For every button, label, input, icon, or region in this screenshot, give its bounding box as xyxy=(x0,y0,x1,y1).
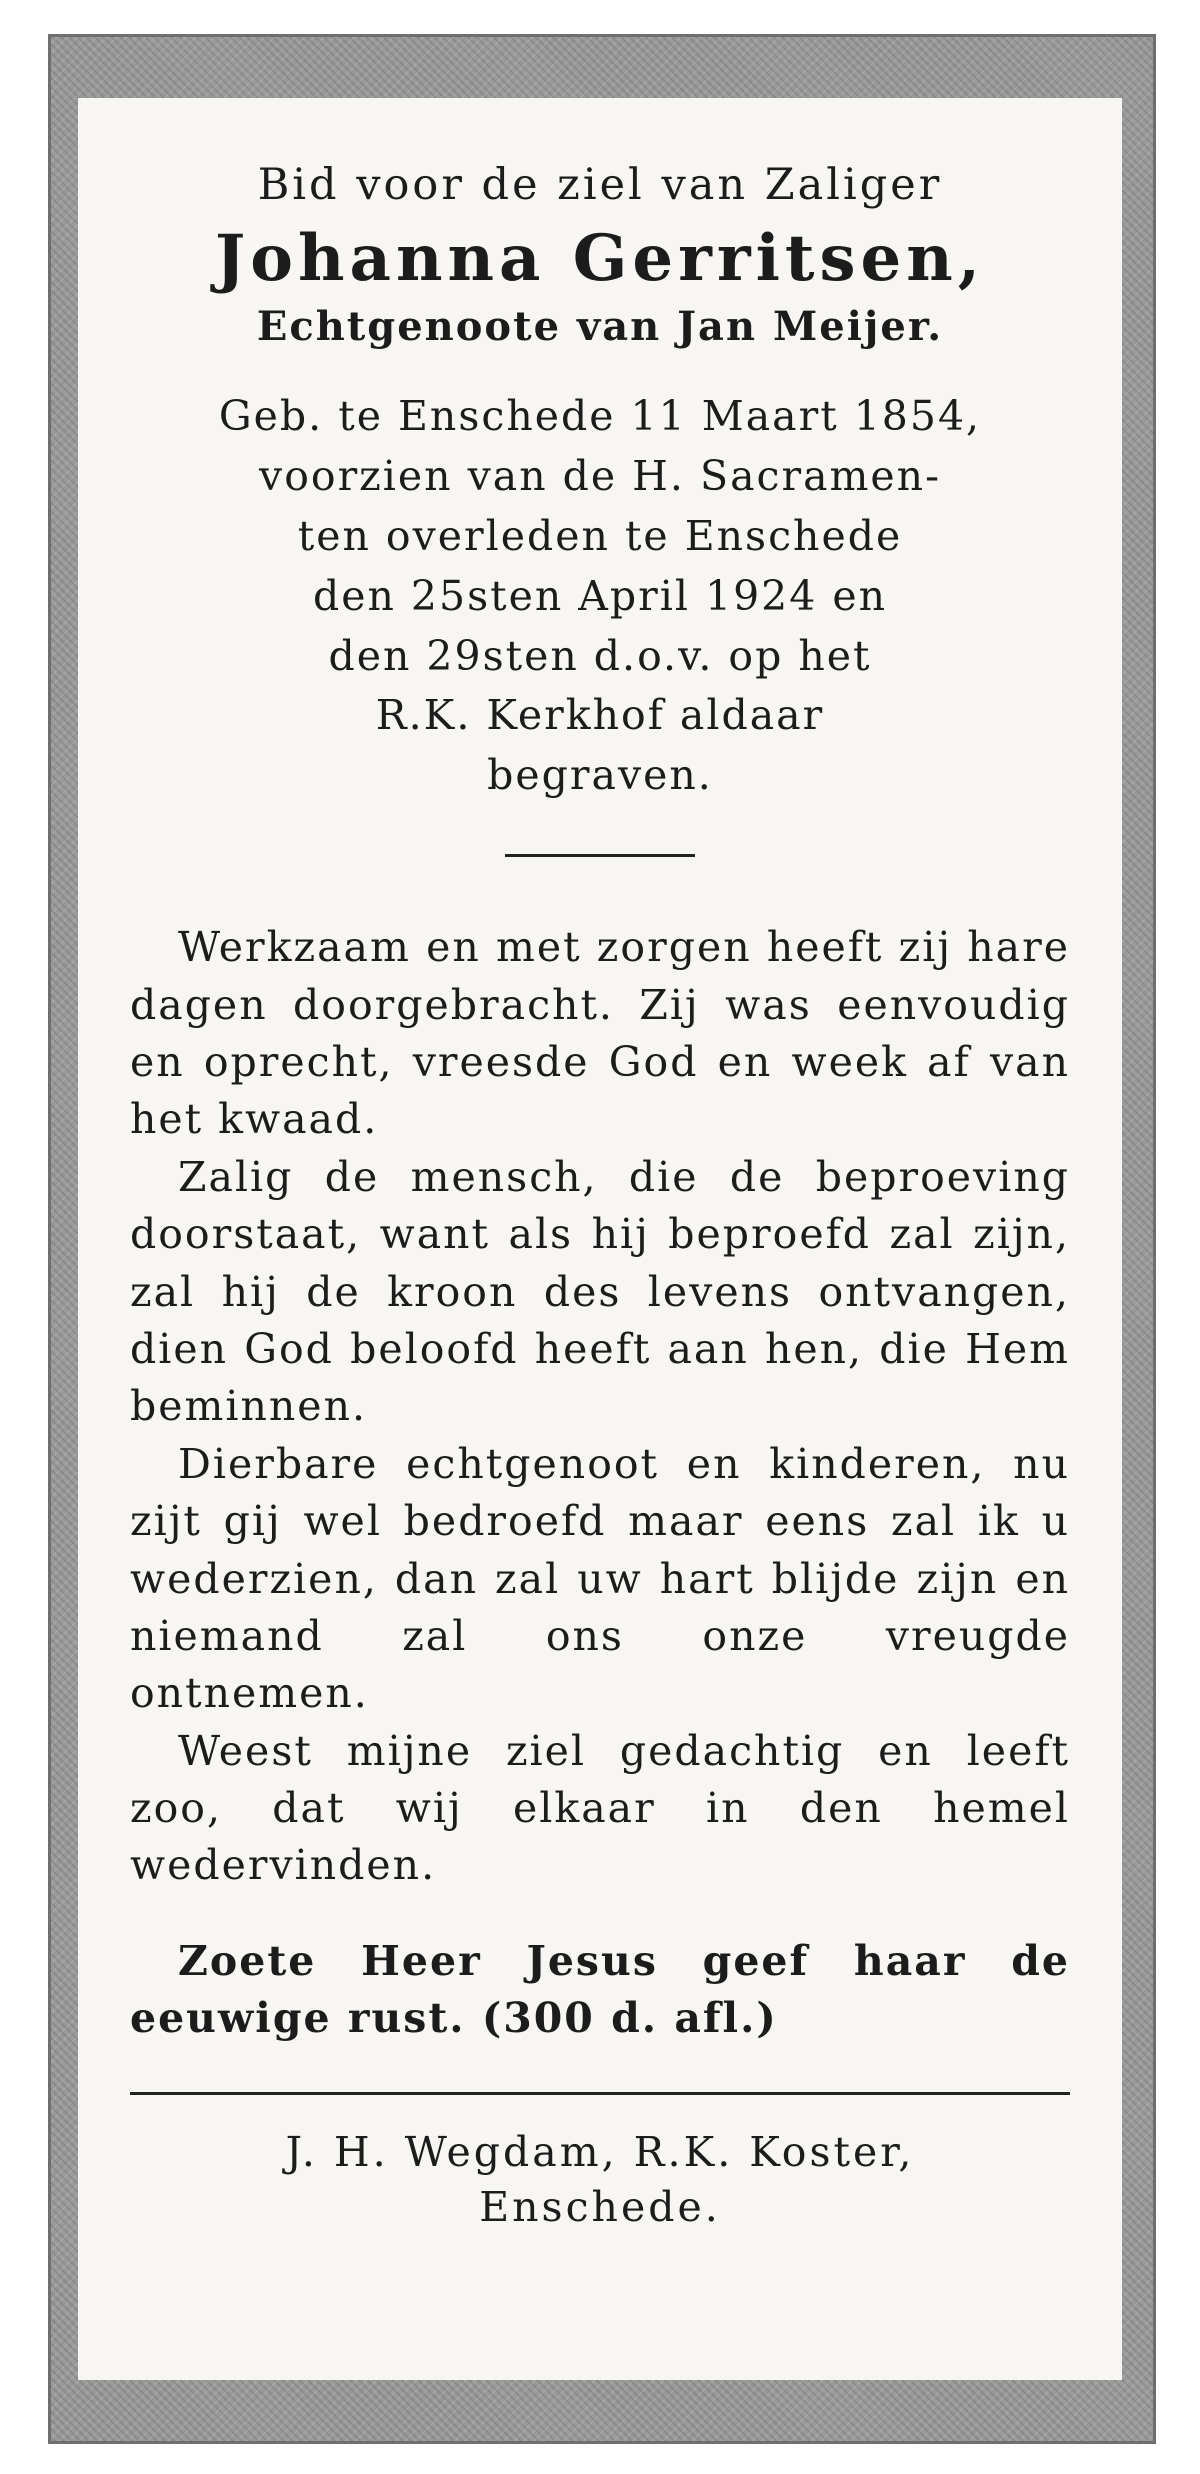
bio-line: R.K. Kerkhof aldaar xyxy=(375,691,825,740)
bio-line: begraven. xyxy=(487,751,713,800)
card-heading xyxy=(130,160,1070,351)
closing-prayer: Zoete Heer Jesus geef haar de eeuwige rust. (300 d. afl.) xyxy=(130,1936,1070,2043)
biography xyxy=(130,387,1070,806)
divider xyxy=(505,854,695,857)
bio-line: den 25sten April 1924 en xyxy=(312,571,888,620)
prayer-line: Bid voor de ziel van Zaliger xyxy=(257,160,943,210)
bio-line: voorzien van de H. Sacramen- xyxy=(259,452,941,501)
bio-line: Geb. te Enschede 11 Maart 1854, xyxy=(218,392,982,441)
verse-paragraph: Dierbare echtgenoot en kinderen, nu zijt gij wel bedroefd maar eens zal ik u wederzien, dan zal uw hart blijde zijn en niemand zal ons onze vreugde ontnemen. xyxy=(130,1439,1070,1718)
verse-paragraph: Zalig de mensch, die de beproeving doorstaat, want als hij beproefd zal zijn, zal hij de kroon des levens ontvangen, dien God beloofd heeft aan hen, die Hem beminnen. xyxy=(130,1152,1070,1431)
verse-paragraph: Weest mijne ziel gedachtig en leeft zoo, dat wij elkaar in den hemel wedervinden. xyxy=(130,1726,1070,1890)
memorial-card xyxy=(78,98,1122,2380)
printer-credit xyxy=(130,2125,1070,2237)
bio-line: ten overleden te Enschede xyxy=(297,511,903,560)
verses xyxy=(130,919,1070,1895)
printer-line: Enschede. xyxy=(479,2183,721,2232)
verse-paragraph: Werkzaam en met zorgen heeft zij hare dagen doorgebracht. Zij was eenvoudig en oprecht, vreesde God en week af van het kwaad. xyxy=(130,923,1070,1144)
printer-line: J. H. Wegdam, R.K. Koster, xyxy=(285,2127,915,2176)
bio-line: den 29sten d.o.v. op het xyxy=(328,631,872,680)
divider xyxy=(130,2092,1070,2095)
deceased-name: Johanna Gerritsen, xyxy=(214,220,986,296)
spouse-line: Echtgenoote van Jan Meijer. xyxy=(256,303,944,351)
